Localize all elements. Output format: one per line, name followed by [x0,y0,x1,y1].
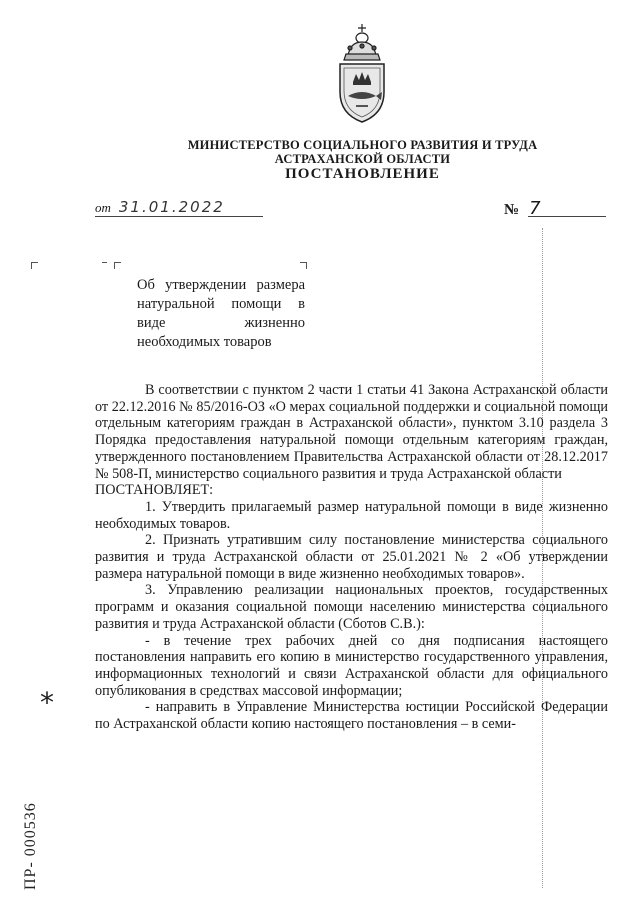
body-paragraph-3: 3. Управлению реализации национальных проектов, государственных программ и оказания социальной помощи населению министерства социального развития и труда Астраханской области (Сботов С.В.): [95,582,608,632]
body-paragraph-3b: - направить в Управление Министерства юстиции Российской Федерации по Астраханской области копию настоящего постановления – в семи- [95,699,608,733]
ministry-name-line2: АСТРАХАНСКОЙ ОБЛАСТИ [274,152,451,166]
ministry-name-line1: МИНИСТЕРСТВО СОЦИАЛЬНОГО РАЗВИТИЯ И ТРУДА [187,138,538,152]
corner-mark [31,262,38,269]
body-paragraph-3a: - в течение трех рабочих дней со дня подписания настоящего постановления направить его копию в министерство государственного управления, информационных технологий и связи Астраханской области для официального опубликования в средствах массовой информации; [95,632,608,699]
document-title: Об утверждении размера натуральной помощи в виде жизненно необходимых товаров [137,277,305,350]
corner-mark [300,262,307,269]
margin-star: * [40,686,54,719]
date-label: от [95,200,111,215]
body-paragraph-1: 1. Утвердить прилагаемый размер натуральной помощи в виде жизненно необходимых товаров. [95,498,608,532]
document-type: ПОСТАНОВЛЕНИЕ [285,166,440,182]
document-body [95,382,608,733]
body-resolves: ПОСТАНОВЛЯЕТ: [95,482,214,499]
body-intro: В соответствии с пунктом 2 части 1 статьи 41 Закона Астраханской области от 22.12.2016 № 85/2016-ОЗ «О мерах социальной поддержки и социальной помощи отдельным категориям граждан в Астраханской области», пунктом 3.10 раздела 3 Порядка предоставления натуральной помощи отдельным категориям граждан, утвержденного постановлением Правительства Астраханской области от 28.12.2017 № 508-П, министерство социального развития и труда Астраханской области [95,382,608,482]
number-underline [528,216,606,217]
body-paragraph-2: 2. Признать утратившим силу постановление министерства социального развития и труда Астраханской области от 25.01.2021 № 2 «Об утверждении размера натуральной помощи в виде жизненно необходимых товаров». [95,532,608,582]
corner-mark [114,262,121,269]
corner-mark [102,262,107,269]
date-value: 31.01.2022 [118,198,225,216]
number-value: 7 [529,198,541,219]
stamp-text: ПР- 000536 [22,802,39,890]
coat-of-arms-icon [326,22,398,126]
document-date [95,198,225,216]
date-underline [95,216,263,217]
number-label: № [504,202,520,218]
